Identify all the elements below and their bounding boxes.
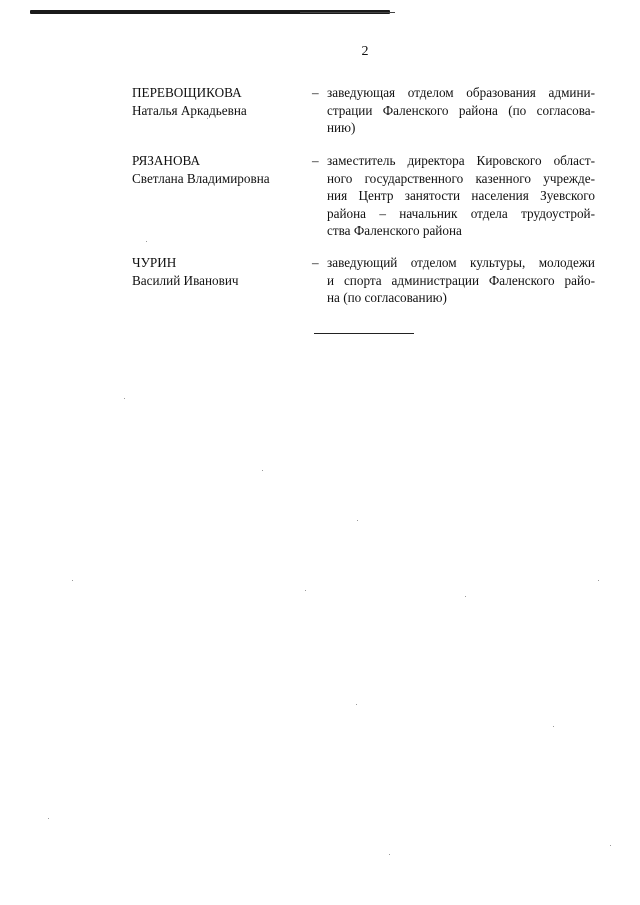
member-position: [327, 84, 595, 137]
scan-speck: [610, 845, 611, 846]
scan-speck: [72, 580, 73, 581]
position-line: страции Фаленского района (по согласова-: [327, 102, 595, 118]
scan-speck: [357, 520, 358, 521]
entry-dash: –: [312, 153, 319, 168]
scan-speck: [262, 470, 263, 471]
position-line: ния Центр занятости населения Зуевского: [327, 188, 595, 203]
position-line: заведующая отделом образования админи-: [327, 85, 595, 100]
closing-rule: [314, 333, 414, 334]
member-name: [132, 254, 302, 289]
scan-speck: [356, 704, 357, 705]
position-line: района – начальник отдела трудоустрой-: [327, 205, 595, 221]
member-given-name: Светлана Владимировна: [132, 170, 270, 186]
member-name: [132, 84, 302, 119]
member-name: [132, 152, 302, 187]
position-line: заведующий отделом культуры, молодежи: [327, 255, 595, 270]
member-surname: ПЕРЕВОЩИКОВА: [132, 85, 242, 100]
scan-speck: [389, 854, 390, 855]
position-line: заместитель директора Кировского област-: [327, 153, 595, 168]
position-line: ного государственного казенного учрежде-: [327, 170, 595, 186]
member-surname: ЧУРИН: [132, 255, 177, 270]
position-line: нию): [327, 120, 356, 135]
position-line: и спорта администрации Фаленского райо-: [327, 272, 595, 288]
scan-speck: [48, 818, 49, 819]
scan-speck: [553, 726, 554, 727]
page-number: 2: [361, 44, 369, 59]
member-position: [327, 254, 595, 307]
member-given-name: Василий Иванович: [132, 272, 239, 288]
scan-speck: [598, 580, 599, 581]
member-surname: РЯЗАНОВА: [132, 153, 200, 168]
scan-speck: [305, 590, 306, 591]
entry-dash: –: [312, 255, 319, 270]
scan-edge-mark-tail: [300, 12, 395, 13]
scan-speck: [465, 596, 466, 597]
member-given-name: Наталья Аркадьевна: [132, 102, 247, 118]
scan-speck: [207, 118, 208, 119]
position-line: на (по согласованию): [327, 290, 447, 305]
scan-speck: [146, 241, 147, 242]
position-line: ства Фаленского района: [327, 223, 462, 238]
entry-dash: –: [312, 85, 319, 100]
scan-speck: [124, 398, 125, 399]
member-position: [327, 152, 595, 240]
